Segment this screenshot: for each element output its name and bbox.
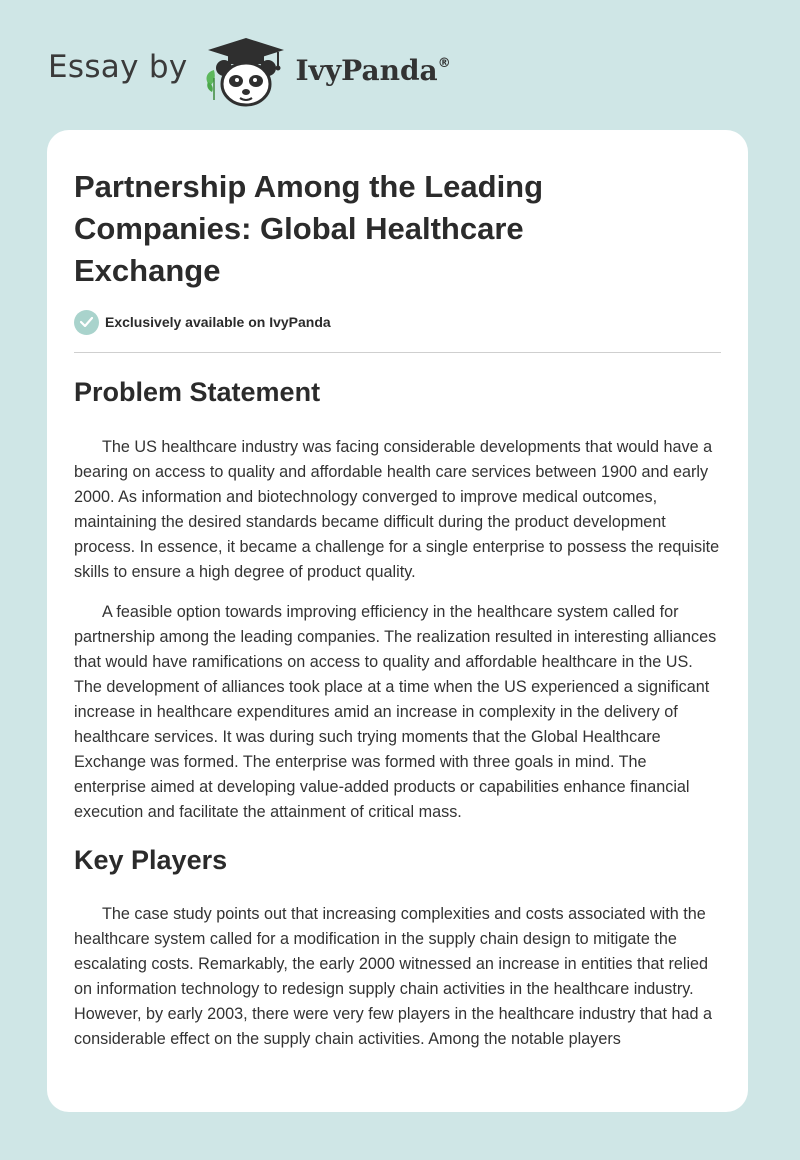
essay-by-label: Essay by <box>48 49 188 85</box>
site-header <box>48 32 451 112</box>
section-heading-problem-statement: Problem Statement <box>74 377 321 407</box>
divider <box>74 352 721 353</box>
paragraph: The US healthcare industry was facing considerable developments that would have a bearing on access to quality and affordable health care services between 1900 and early 2000. As information and biotechnology converged to improve medical outcomes, maintaining the desired standards became difficult during the product development process. In essence, it became a challenge for a single enterprise to possess the requisite skills to ensure a high degree of product quality. <box>74 438 720 581</box>
registered-mark: ® <box>437 55 451 71</box>
check-circle-icon <box>74 310 99 335</box>
exclusive-badge-text: Exclusively available on IvyPanda <box>105 314 331 330</box>
article-card <box>47 130 748 1112</box>
paragraph: A feasible option towards improving efficiency in the healthcare system called for partnership among the leading companies. The realization resulted in interesting alliances that would have ramifications on access to quality and affordable healthcare in the US. The development of alliances took place at a time when the US experienced a significant increase in healthcare expenditures amid an increase in complexity in the delivery of healthcare services. It was during such trying moments that the Global Healthcare Exchange was formed. The enterprise was formed with three goals in mind. The enterprise aimed at developing value-added products or capabilities enhance financial execution and facilitate the attainment of critical mass. <box>74 603 717 821</box>
paragraph: The case study points out that increasing complexities and costs associated with the healthcare system called for a modification in the supply chain design to mitigate the escalating costs. Remarkably, the early 2000 witnessed an increase in entities that relied on information technology to redesign supply chain activities in the healthcare industry. However, by early 2003, there were very few players in the healthcare industry that had a considerable effect on the supply chain activities. Among the notable players <box>74 905 712 1048</box>
page-title: Partnership Among the Leading Companies: Global Healthcare Exchange <box>74 169 544 288</box>
brand-name-text: IvyPanda <box>295 53 438 87</box>
brand-name[interactable] <box>296 54 451 87</box>
panda-logo-icon[interactable] <box>202 34 290 110</box>
exclusive-badge <box>74 309 721 335</box>
section-heading-key-players: Key Players <box>74 845 228 875</box>
